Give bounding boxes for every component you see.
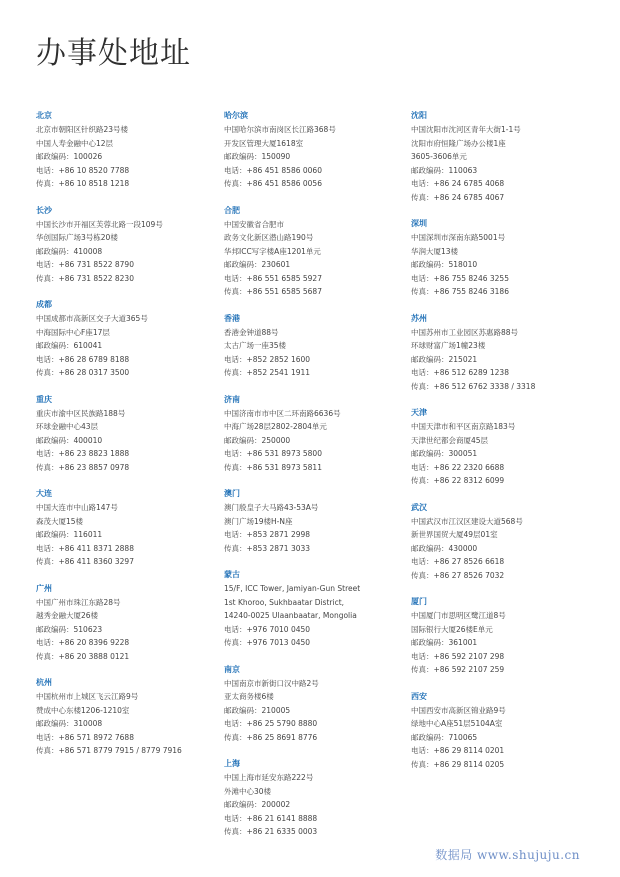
office-block [36,110,221,191]
office-address-line: 传真：+86 25 8691 8776 [224,732,318,742]
office-address-line: 澳门广场19楼H-N座 [224,516,293,526]
office-block [224,313,409,380]
office-address-line: 传真：+86 22 8312 6099 [411,476,505,485]
office-address-line: 传真：+852 2541 1911 [224,368,311,377]
office-block [224,664,409,745]
office-address-line: 传真：+86 28 0317 3500 [36,368,130,377]
office-address-line: 电话：+86 512 6289 1238 [411,368,509,377]
office-address-line: 环球金融中心43层 [36,422,99,431]
office-address-line: 中国西安市高新区锦业路9号 [411,705,506,715]
office-block [224,758,409,839]
office-address-line: 天津世纪都会商厦45层 [411,435,489,445]
office-address-line: 中国天津市和平区南京路183号 [411,422,516,431]
office-block [224,488,409,555]
office-address-line: 政务文化新区潜山路190号 [224,233,314,242]
office-block [411,313,596,394]
office-address-line: 邮政编码：300051 [411,449,478,458]
office-address-line: 传真：+86 24 6785 4067 [411,192,505,202]
office-address-line: 传真：+86 10 8518 1218 [36,179,130,188]
office-address-line: 中国长沙市开福区芙蓉北路一段109号 [36,219,163,229]
office-address-line: 中国沈阳市沈河区青年大街1-1号 [411,125,521,134]
office-address-line: 中国广州市珠江东路28号 [36,597,121,607]
office-block [224,569,409,650]
office-address-line: 邮政编码：150090 [224,152,291,161]
office-address-line: 太古广场一座35楼 [224,341,287,350]
office-address-line: 中国深圳市深南东路5001号 [411,233,506,242]
office-city: 济南 [224,394,240,404]
office-address-line: 电话：+853 2871 2998 [224,530,311,539]
office-city: 天津 [411,408,427,417]
office-address-line: 传真：+853 2871 3033 [224,543,311,553]
office-city: 长沙 [36,205,52,215]
office-address-line: 传真：+86 731 8522 8230 [36,273,134,283]
office-block [36,205,221,286]
office-address-line: 邮政编码：116011 [36,530,103,539]
office-address-line: 传真：+86 29 8114 0205 [411,759,505,769]
office-block [411,110,596,204]
office-block [36,677,221,758]
office-column-2 [224,110,409,853]
office-address-line: 中国安徽省合肥市 [224,219,284,229]
office-address-line: 传真：+86 451 8586 0056 [224,179,322,188]
office-block [36,394,221,475]
office-block [411,218,596,299]
office-address-line: 中海国际中心F座17层 [36,327,110,337]
office-city: 广州 [36,583,52,593]
office-address-line: 传真：+86 20 3888 0121 [36,651,130,661]
office-address-line: 重庆市渝中区民族路188号 [36,408,126,418]
office-address-line: 北京市朝阳区针织路23号楼 [36,125,129,134]
office-address-line: 邮政编码：510623 [36,624,103,634]
office-address-line: 传真：+86 21 6335 0003 [224,827,318,836]
office-city: 南京 [224,664,240,674]
office-block [224,110,409,191]
office-address-line: 中国济南市市中区二环南路6636号 [224,408,341,418]
office-address-line: 电话：+86 592 2107 298 [411,651,505,661]
office-address-line: 传真：+86 571 8779 7915 / 8779 7916 [36,746,182,755]
office-city: 西安 [411,691,427,701]
office-address-line: 邮政编码：230601 [224,260,291,269]
office-address-line: 电话：+86 411 8371 2888 [36,543,134,553]
office-address-line: 传真：+86 592 2107 259 [411,665,505,674]
office-address-line: 开发区管理大厦1618室 [224,138,304,148]
office-address-line: 电话：+976 7010 0450 [224,624,311,634]
office-address-line: 邮政编码：410008 [36,246,103,256]
office-block [411,502,596,583]
office-address-line: 中国哈尔滨市南岗区长江路368号 [224,125,336,134]
office-address-line: 传真：+86 531 8973 5811 [224,462,322,472]
office-address-line: 电话：+86 24 6785 4068 [411,179,505,188]
office-address-line: 电话：+86 451 8586 0060 [224,165,322,175]
office-address-line: 3605-3606单元 [411,152,467,161]
office-address-line: 传真：+86 411 8360 3297 [36,557,134,566]
office-block [224,394,409,475]
office-block [36,299,221,380]
office-block [411,407,596,488]
office-city: 重庆 [36,394,52,404]
office-address-line: 电话：+86 23 8823 1888 [36,449,130,458]
office-address-line: 中国大连市中山路147号 [36,503,118,512]
office-city: 合肥 [224,205,240,215]
office-address-line: 电话：+86 27 8526 6618 [411,557,505,566]
office-address-line: 越秀金融大厦26楼 [36,611,99,620]
office-address-line: 电话：+86 731 8522 8790 [36,260,134,269]
office-address-line: 电话：+86 551 6585 5927 [224,273,322,283]
office-column-1 [36,110,221,772]
office-address-line: 电话：+86 29 8114 0201 [411,746,505,755]
office-address-line: 华邦ICC写字楼A座1201单元 [224,246,321,256]
page-title: 办事处地址 [36,36,191,71]
office-address-line: 中国人寿金融中心12层 [36,138,114,148]
office-city: 哈尔滨 [224,111,248,120]
office-address-line: 邮政编码：710065 [411,732,478,742]
office-address-line: 邮政编码：100026 [36,152,103,161]
office-column-3 [411,110,596,785]
office-city: 香港 [224,313,240,323]
office-address-line: 传真：+86 27 8526 7032 [411,570,505,580]
office-address-line: 国际银行大厦26楼E单元 [411,624,493,634]
office-block [224,205,409,299]
office-city: 北京 [36,111,52,120]
office-address-line: 邮政编码：310008 [36,719,103,728]
office-address-line: 赞成中心东楼1206-1210室 [36,705,130,715]
office-address-line: 电话：+86 755 8246 3255 [411,273,509,283]
office-address-line: 邮政编码：200002 [224,800,291,809]
office-address-line: 电话：+86 571 8972 7688 [36,732,134,742]
office-address-line: 邮政编码：361001 [411,638,478,647]
office-address-line: 中海广场28层2802-2804单元 [224,422,327,431]
office-address-line: 传真：+86 512 6762 3338 / 3318 [411,381,536,391]
office-address-line: 电话：+86 25 5790 8880 [224,719,318,728]
office-address-line: 新世界国贸大厦49层01室 [411,530,498,539]
office-city: 厦门 [411,597,427,606]
office-address-line: 传真：+86 551 6585 5687 [224,287,322,296]
office-block [411,691,596,772]
office-address-line: 华创国际广场3号栋20楼 [36,233,118,242]
office-address-line: 传真：+86 755 8246 3186 [411,287,509,296]
office-address-line: 中国成都市高新区交子大道365号 [36,314,148,323]
office-address-line: 华润大厦13楼 [411,246,459,256]
office-block [36,583,221,664]
office-address-line: 绿地中心A座51层5104A室 [411,719,503,728]
office-address-line: 15/F, ICC Tower, Jamiyan-Gun Street [224,584,361,593]
office-city: 成都 [36,300,52,309]
office-address-line: 邮政编码：210005 [224,705,291,715]
office-city: 上海 [224,759,240,768]
office-block [411,596,596,677]
office-address-line: 中国南京市新街口汉中路2号 [224,678,319,688]
office-address-line: 1st Khoroo, Sukhbaatar District, [224,597,345,607]
office-address-line: 电话：+86 22 2320 6688 [411,462,505,472]
office-city: 苏州 [411,313,427,323]
office-address-line: 传真：+976 7013 0450 [224,638,311,647]
office-city: 大连 [36,489,52,498]
office-address-line: 香港金钟道88号 [224,327,279,337]
office-city: 蒙古 [224,570,240,579]
office-address-line: 邮政编码：215021 [411,354,478,364]
office-address-line: 中国上海市延安东路222号 [224,773,314,782]
office-address-line: 邮政编码：250000 [224,435,291,445]
office-address-line: 电话：+86 10 8520 7788 [36,165,130,175]
office-address-line: 沈阳市府恒隆广场办公楼1座 [411,138,506,148]
office-address-line: 电话：+86 20 8396 9228 [36,638,130,647]
office-city: 澳门 [224,489,240,498]
office-block [36,488,221,569]
office-address-line: 澳门殷皇子大马路43-53A号 [224,503,319,512]
office-address-line: 邮政编码：400010 [36,435,103,445]
office-city: 沈阳 [411,111,427,120]
office-city: 武汉 [411,502,427,512]
office-address-line: 邮政编码：430000 [411,543,478,553]
office-city: 深圳 [411,219,427,228]
office-address-line: 中国杭州市上城区飞云江路9号 [36,692,139,701]
office-address-line: 电话：+852 2852 1600 [224,354,311,364]
office-city: 杭州 [36,678,52,687]
office-address-line: 传真：+86 23 8857 0978 [36,462,130,472]
office-address-line: 电话：+86 28 6789 8188 [36,354,130,364]
office-address-line: 中国苏州市工业园区苏惠路88号 [411,327,519,337]
office-address-line: 电话：+86 21 6141 8888 [224,813,318,823]
office-address-line: 中国武汉市江汉区建设大道568号 [411,516,523,526]
office-address-line: 环球财富广场1幢23楼 [411,341,486,350]
office-address-line: 14240-0025 Ulaanbaatar, Mongolia [224,611,357,620]
office-address-line: 邮政编码：518010 [411,260,478,269]
office-address-line: 邮政编码：110063 [411,165,478,175]
office-address-line: 森茂大厦15楼 [36,516,84,526]
office-address-line: 外滩中心30楼 [224,786,272,796]
office-address-line: 中国厦门市思明区鹭江道8号 [411,611,506,620]
office-address-line: 电话：+86 531 8973 5800 [224,449,322,458]
office-address-line: 邮政编码：610041 [36,341,103,350]
watermark: 数据局 www.shujuju.cn [435,848,580,862]
office-address-line: 亚太商务楼6楼 [224,692,274,701]
